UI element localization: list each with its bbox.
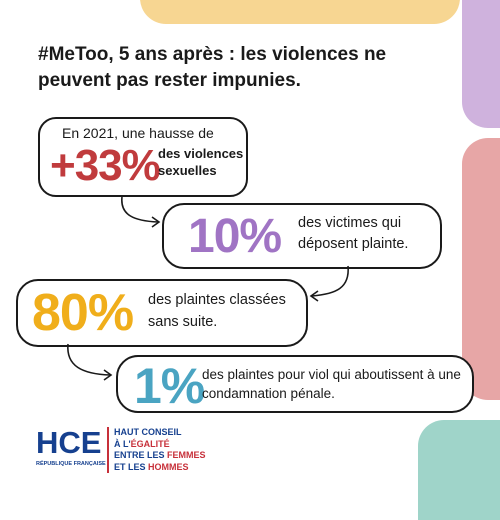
- stat-box-complaints-dismissed: [16, 279, 308, 347]
- stat-value: 80%: [32, 284, 134, 342]
- logo-acronym: HCE: [36, 425, 102, 460]
- decorative-shape-teal: [418, 420, 500, 520]
- logo-line: ENTRE LES FEMMES: [114, 450, 206, 460]
- stat-intro: En 2021, une hausse de: [62, 125, 214, 141]
- stat-value: 1%: [134, 358, 205, 414]
- decorative-shape-yellow: [140, 0, 460, 24]
- curved-arrow-icon: [114, 195, 174, 233]
- stat-value: +33%: [50, 141, 160, 190]
- logo-subtitle: RÉPUBLIQUE FRANÇAISE: [36, 461, 106, 467]
- stat-description: des plaintes pour viol qui aboutissent à une condamnation pénale.: [202, 367, 461, 401]
- stat-description: des violences sexuelles: [158, 146, 244, 178]
- stat-description: des plaintes classées sans suite.: [148, 292, 286, 330]
- logo-text: [114, 427, 206, 473]
- curved-arrow-icon: [300, 264, 360, 306]
- hce-logo: [36, 425, 256, 480]
- stat-value: 10%: [188, 210, 282, 263]
- stat-box-convictions: [116, 355, 474, 413]
- page-title: #MeToo, 5 ans après : les violences ne peuvent pas rester impunies.: [38, 44, 387, 91]
- stat-box-violence-increase: [38, 117, 248, 197]
- logo-line: À L'ÉGALITÉ: [114, 438, 170, 449]
- logo-divider: [107, 427, 109, 473]
- logo-line: ET LES HOMMES: [114, 461, 189, 472]
- decorative-shape-purple: [462, 0, 500, 128]
- stat-description: des victimes qui déposent plainte.: [298, 215, 409, 252]
- logo-line: HAUT CONSEIL: [114, 427, 182, 437]
- stat-box-complaints-filed: [162, 203, 442, 269]
- curved-arrow-icon: [62, 342, 122, 386]
